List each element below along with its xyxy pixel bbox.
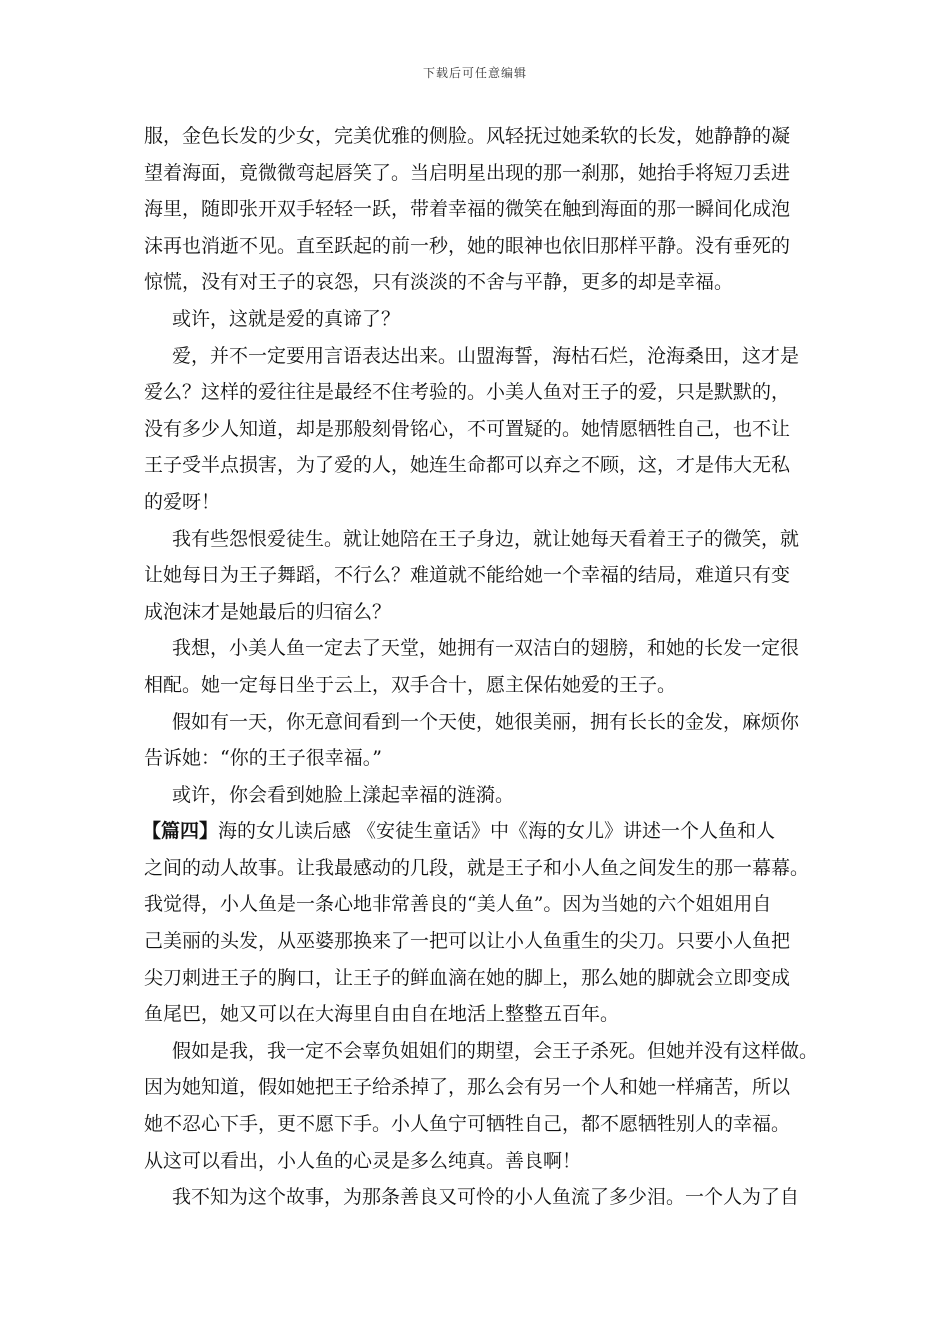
text-line: 相配。她一定每日坐于云上，双手合十，愿主保佑她爱的王子。 — [144, 673, 677, 696]
text-line: 没有多少人知道，却是那般刻骨铭心，不可置疑的。她情愿牺牲自己，也不让 — [144, 417, 791, 440]
text-line: 爱，并不一定要用言语表达出来。山盟海誓，海枯石烂，沧海桑田，这才是 — [172, 344, 800, 367]
document-body — [142, 118, 819, 1216]
text-line: 惊慌，没有对王子的哀怨，只有淡淡的不舍与平静，更多的却是幸福。 — [144, 271, 734, 294]
text-line: 鱼尾巴，她又可以在大海里自由自在地活上整整五百年。 — [144, 1003, 620, 1026]
text-line — [142, 813, 810, 850]
text-line: 爱么？这样的爱往往是最经不住考验的。小美人鱼对王子的爱，只是默默的， — [144, 381, 791, 404]
text-line: 服，金色长发的少女，完美优雅的侧脸。风轻抚过她柔软的长发，她静静的凝 — [144, 125, 791, 147]
text-line: 尖刀刺进王子的胸口，让王子的鲜血滴在她的脚上，那么她的脚就会立即变成 — [144, 966, 791, 989]
text-line: 我觉得，小人鱼是一条心地非常善良的“美人鱼”。因为当她的六个姐姐用自 — [144, 893, 772, 916]
text-line: 我想，小美人鱼一定去了天堂，她拥有一双洁白的翅膀，和她的长发一定很 — [172, 637, 800, 660]
text-line: 海里，随即张开双手轻轻一跃，带着幸福的微笑在触到海面的那一瞬间化成泡 — [144, 198, 791, 221]
text-line: 告诉她：“你的王子很幸福。” — [144, 747, 382, 770]
text-line: 己美丽的头发，从巫婆那换来了一把可以让小人鱼重生的尖刀。只要小人鱼把 — [144, 930, 791, 953]
page-header: 下载后可任意编辑 — [422, 66, 527, 80]
text-line: 望着海面，竟微微弯起唇笑了。当启明星出现的那一刹那，她抬手将短刀丢进 — [144, 161, 791, 184]
line-text: 海的女儿读后感 《安徒生童话》中《海的女儿》讲述一个人鱼和人 — [218, 820, 776, 843]
text-line: 让她每日为王子舞蹈，不行么？难道就不能给她一个幸福的结局，难道只有变 — [144, 564, 791, 587]
text-line: 王子受半点损害，为了爱的人，她连生命都可以弃之不顾，这，才是伟大无私 — [144, 454, 791, 477]
text-line: 从这可以看出，小人鱼的心灵是多么纯真。善良啊！ — [144, 1149, 582, 1172]
text-line: 她不忍心下手，更不愿下手。小人鱼宁可牺牲自己，都不愿牺牲别人的幸福。 — [144, 1113, 791, 1136]
text-line: 或许，你会看到她脸上漾起幸福的涟漪。 — [172, 783, 515, 806]
text-line: 假如有一天，你无意间看到一个天使，她很美丽，拥有长长的金发，麻烦你 — [172, 710, 800, 733]
text-line: 成泡沫才是她最后的归宿么？ — [144, 600, 392, 623]
text-line: 或许，这就是爱的真谛了？ — [172, 307, 401, 330]
section-tag: 【篇四】 — [142, 820, 219, 843]
text-line: 我有些怨恨爱徒生。就让她陪在王子身边，就让她每天看着王子的微笑，就 — [172, 527, 800, 550]
text-line: 之间的动人故事。让我最感动的几段，就是王子和小人鱼之间发生的那一幕幕。 — [144, 856, 810, 879]
text-line: 因为她知道，假如她把王子给杀掉了，那么会有另一个人和她一样痛苦，所以 — [144, 1076, 791, 1099]
text-line: 我不知为这个故事，为那条善良又可怜的小人鱼流了多少泪。一个人为了自 — [172, 1186, 800, 1209]
text-line: 沫再也消逝不见。直至跃起的前一秒，她的眼神也依旧那样平静。没有垂死的 — [144, 234, 791, 257]
text-line: 的爱呀！ — [144, 490, 221, 513]
text-line: 假如是我，我一定不会辜负姐姐们的期望，会王子杀死。但她并没有这样做。 — [172, 1039, 819, 1062]
